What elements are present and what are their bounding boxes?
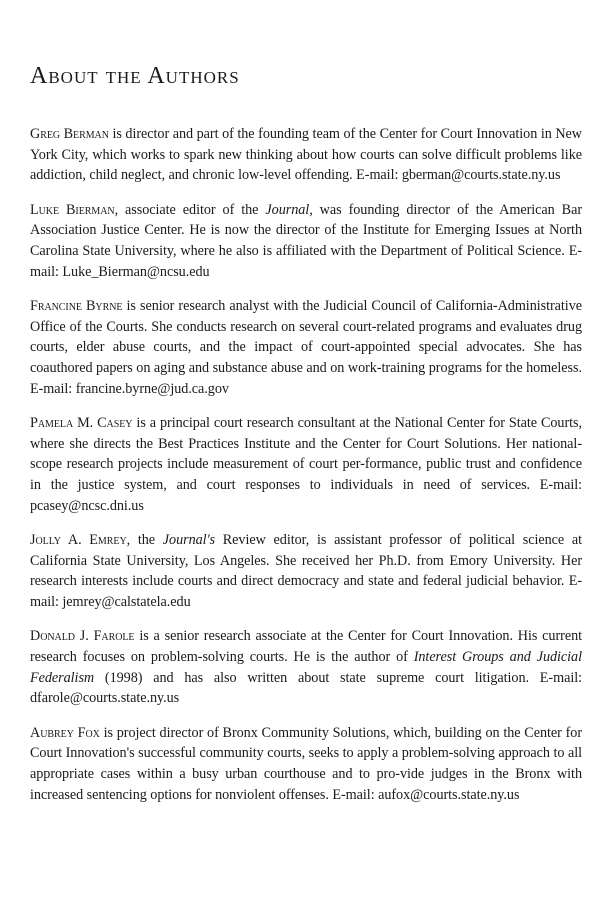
- author-bio-text: , associate editor of the: [114, 201, 266, 218]
- journal-title: Journal: [265, 201, 310, 218]
- author-name: Jolly A. Emrey: [30, 532, 127, 549]
- author-name: Luke Bierman: [30, 201, 115, 218]
- author-name: Pamela M. Casey: [30, 415, 133, 432]
- author-bio-text: is a senior research associate at the Center for Court Innovation. His current research focuses on problem-solving courts. He is the author of: [30, 628, 583, 666]
- author-bio-bierman: [30, 200, 582, 282]
- author-bio-fox: [30, 723, 582, 805]
- author-bio-text: Review editor, is assistant professor of political science at California State University, Los Angeles. She received her Ph.D. from Emory University. Her research interests include courts and direct democracy and state and federal judicial behavior. E-mail: jemrey@calstatela.edu: [30, 532, 582, 610]
- author-bio-text: is director and part of the founding team of the Center for Court Innovation in New York City, which works to spark new thinking about how courts can solve difficult problems like addiction, child neglect, and chronic low-level offending. E-mail: gberman@courts.state.ny.us: [30, 126, 582, 184]
- author-bio-casey: [30, 413, 582, 516]
- author-bio-text: is project director of Bronx Community Solutions, which, building on the Center for Court Innovation's successful community courts, seeks to apply a problem-solving approach to all appropriate cases within a busy urban courthouse and to pro-vide judges in the Bronx with increased sentencing options for nonviolent offenses. E-mail: aufox@courts.state.ny.us: [30, 724, 582, 803]
- page-content: [30, 60, 582, 819]
- book-title: Interest Groups and Judicial Federalism: [30, 649, 582, 686]
- author-bio-byrne: [30, 296, 582, 399]
- page-title: About the Authors: [30, 63, 240, 89]
- author-bio-text: , was founding director of the American Bar Association Justice Center. He is now the director of the Institute for Emerging Issues at North Carolina State University, where he also is affiliated with the Department of Political Science. E-mail: Luke_Bierman@ncsu.edu: [30, 201, 582, 280]
- author-bio-farole: [30, 626, 582, 708]
- author-bio-text: , the: [126, 532, 163, 549]
- author-bio-emrey: [30, 530, 582, 612]
- journal-title: Journal's: [162, 532, 216, 549]
- author-bio-text: (1998) and has also written about state supreme court litigation. E-mail: dfarole@courts.state.ny.us: [30, 669, 582, 707]
- author-bio-berman: [30, 124, 582, 186]
- author-name: Aubrey Fox: [30, 724, 100, 741]
- author-bio-text: is senior research analyst with the Judicial Council of California-Administrative Office of the Courts. She conducts research on several court-related programs and evaluates drug courts, elder abuse courts, and the impact of court-appointed special advocates. She has coauthored papers on aging and substance abuse and on work-training programs for the homeless. E-mail: francine.byrne@jud.ca.gov: [30, 298, 582, 397]
- author-name: Greg Berman: [30, 126, 109, 142]
- author-name: Donald J. Farole: [30, 628, 135, 645]
- author-bio-text: is a principal court research consultant at the National Center for State Courts, where she directs the Best Practices Institute and the Center for Court Solutions. Her national-scope research projects include measurement of court per-formance, public trust and confidence in the justice system, and court responses to individuals in need of services. E-mail: pcasey@ncsc.dni.us: [30, 415, 583, 514]
- author-name: Francine Byrne: [30, 298, 123, 315]
